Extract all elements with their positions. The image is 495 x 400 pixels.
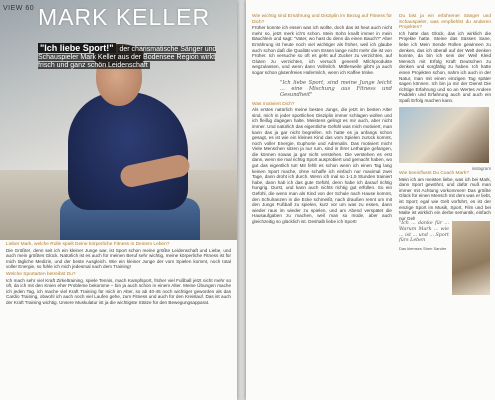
- handwritten-note: "Ich liebe Sport, sind meine Junge leicht ... eine Mischung aus Fitness und Gesundheit": [280, 79, 392, 98]
- answer-1: Die Größte!, denn seit ich ein kleiner Junge war, ist Sport schon meine größte Leidenschaft und Liebe, und auch mein größtes Glück. Natürlich ist es auch für meinen Beruf sehr wichtig, meine körperliche Fitness ist für mich tägliche Medizin, und der beste Ausgleich. Wie ein kleiner Junge der vom Spielen kommt, noch total voller Energie, so fühle ich mich jedesmal nach dem Training!: [6, 247, 231, 270]
- bottom-note-block: [399, 221, 449, 250]
- question-1: Lieber Mark, welche Rolle spielt Deine körperliche Fitness in Deinem Leben?: [6, 242, 170, 247]
- answer-3: Früher konnte ich essen was ich wollte, doch das ist heut auch nicht mehr so, jetzt merk ich's schon. Mein Sohn knallt immer in mein Bäuchlein und sagt: "Vater, wo hast du denn da einen Bauch?" Aber Ernährung ist heute noch viel wichtiger als früher, weil ich glaube auch schon daß die Qualität vom Essen lange nicht mehr die ist von Früher. Ich versuche so oft es geht auf Zucker zu verzichten, auf Gluten zu verzichten, ich versuch generell Milchprodukte wegzulassen, und wenn dann Vollmilch. Mittlerweile gibt's ja auch sogar schon glutenfreies Hafermilch, wenn ich Kaffee trinke.: [252, 25, 392, 75]
- answer-5: Ich hatte das Glück, das ich wirklich die Projekte hatte. Steine das Süsses Sane, liebe ich Mein Sende Rollen gewinnen zu denken, das ich überall auf der Welt denken konnte, da bin ich sein der Weil Kleid Mensch mit Erfolg Kraft Deutschen zu denken und sorgfältig zu haben. Ich hatte einen Projekten schon, nahm ich auch in der Natur, man mit einen einzigen Tag später sagen können. Ich bin ja mir der Dienst Die richtige Erfahrung und so an Wertes Andere Paddeln und Erfahrung auch und auch ein Spaß Erfolg machen kann.: [399, 30, 491, 103]
- small-photo-2: [452, 221, 490, 295]
- article-title: MARK KELLER: [38, 4, 211, 30]
- right-page: [246, 0, 495, 400]
- magazine-section-tag: VIEW 60: [3, 5, 35, 12]
- headline-quote: "Ich liebe Sport!": [40, 43, 114, 53]
- answer-2: Ich mach sehr viel Kraft Zirkeltraining, spiele Tennis, mach Kampfsport, früher viel Fußball jetzt nicht mehr so oft, da ich mit den Knien eher Probleme bekomme – bin ja auch schon in einem Alter. Meine Übungen mache ich jeden Tag, ich mache viel Kraft Training für mich im Alter, so ab 40-45 noch wichtiger geworden als das Cardio Training, obwohl ich auch noch viel Laufen gehe, zum Fitness und auch für den Kreislauf. Das ist auch der Kraft Training wichtig. Unsere Muskulatur ist ja die wichtigste Stütze für den Bewegungsapparat.: [6, 277, 231, 305]
- question-3: Wie wichtig sind Ernährung und Disziplin im Bezug auf Fitness für Dich?: [252, 14, 392, 25]
- question-4: Was motiviert Dich?: [252, 101, 295, 107]
- left-column-text: [6, 242, 231, 306]
- intro-text: der charismatische Sänger und Schauspieler Mark Keller aus der Bodensee Region wirkt frisch und ganz schön Leidenschaft: [38, 46, 217, 69]
- question-5: Du bist ja ein erfahrener Sänger und Schauspieler, was empfiehlst du anderen Projekten?: [399, 14, 491, 31]
- intro-quote: [38, 44, 228, 70]
- answer-6: Mein ich am meisten liebe, was ich bei Mark, dann Sport gewöhnt, und dafür muß man immer mit Achtung vorkommen! Das größte Glück für einen Mensch mit dem was er liebt, ist Sport; egal wie Gelt vorführt, es ist der einzige Sport im Musik, Sport, Film und bei Malte ist wirklich ein derbe semantik, einfach nur Gel!: [399, 176, 491, 221]
- signoff-text: Das klemses Shen Sandre: [399, 245, 447, 251]
- left-page: [0, 0, 237, 400]
- answer-4: Als erstes natürlich meine besten Jungs, die jetzt im besten Alter sind, mich in jeder sportlichen Disziplin immer schlagen wollen und ich fleißig dagegen halte. Meistens gelingt es mir auch, aber nicht immer. Und natürlich das eigentliche Gefühl was mich motiviert, man kann das ja gar nicht begreifen. Ich hatte es ja anfangs schon gesagt, es ist wie ein kleines Kind das vom Spielen zurück kommt, noch voller Energie, Euphorie und Adrenalin. Das motiviert mich! Viele Menschen sitzen ja nur rum, sind in ihrer Lethargie gefangen, die können sowas ja gar nicht verstehen. Die verstehen es erst dann, wenn sie mal richtig Sport ausprobiert und gemacht haben, wo gut das eigentlich tut! Mir fehlt es schon wenn ich einen Tag lang keinen Sport mache, ohne schaffe ich einfach nur maximal zwei Tage, dann droht ich durch. Wenn ich mal so 1-1,5 Stunden trainiert habe, dann hab ich das gute Gefühl, denn habe ich darauf richtig hungrig. Durst, und kann auch nichts richtig gut erfüllen. So ein Gefühl, die wenn man als Kind von der Schule nach Hause kommt, den Schulranzen in die Ecke schmeißt, nach draußen rennt um mit den Jungs Fußball zu spielen, kurz vor um was zu essen, dann wieder raus im wieder zu spielen, und am Abend verspätet die Hausaufgaben zu machen, weil man so müde, aber auch gleichzeitig so glücklich ist. Deshalb liebe ich Sport!: [252, 107, 392, 224]
- handwritten-note-2: "Ich ... danke für ... Warum Mark ... wie ... ist ... und ... Sport fürs Leben: [399, 221, 449, 244]
- sweater-shape: [68, 92, 188, 210]
- bottom-row: [399, 221, 491, 295]
- small-photo: [399, 107, 489, 163]
- right-column-1: [252, 14, 392, 225]
- photo-tag: instagram: [471, 165, 491, 171]
- question-6: Wie beeinflusst Du Coach Mark?: [399, 171, 469, 177]
- right-column-2: [399, 14, 491, 295]
- question-2: Welche Sportarten betreibst Du?: [6, 271, 76, 277]
- title-area: [0, 0, 237, 70]
